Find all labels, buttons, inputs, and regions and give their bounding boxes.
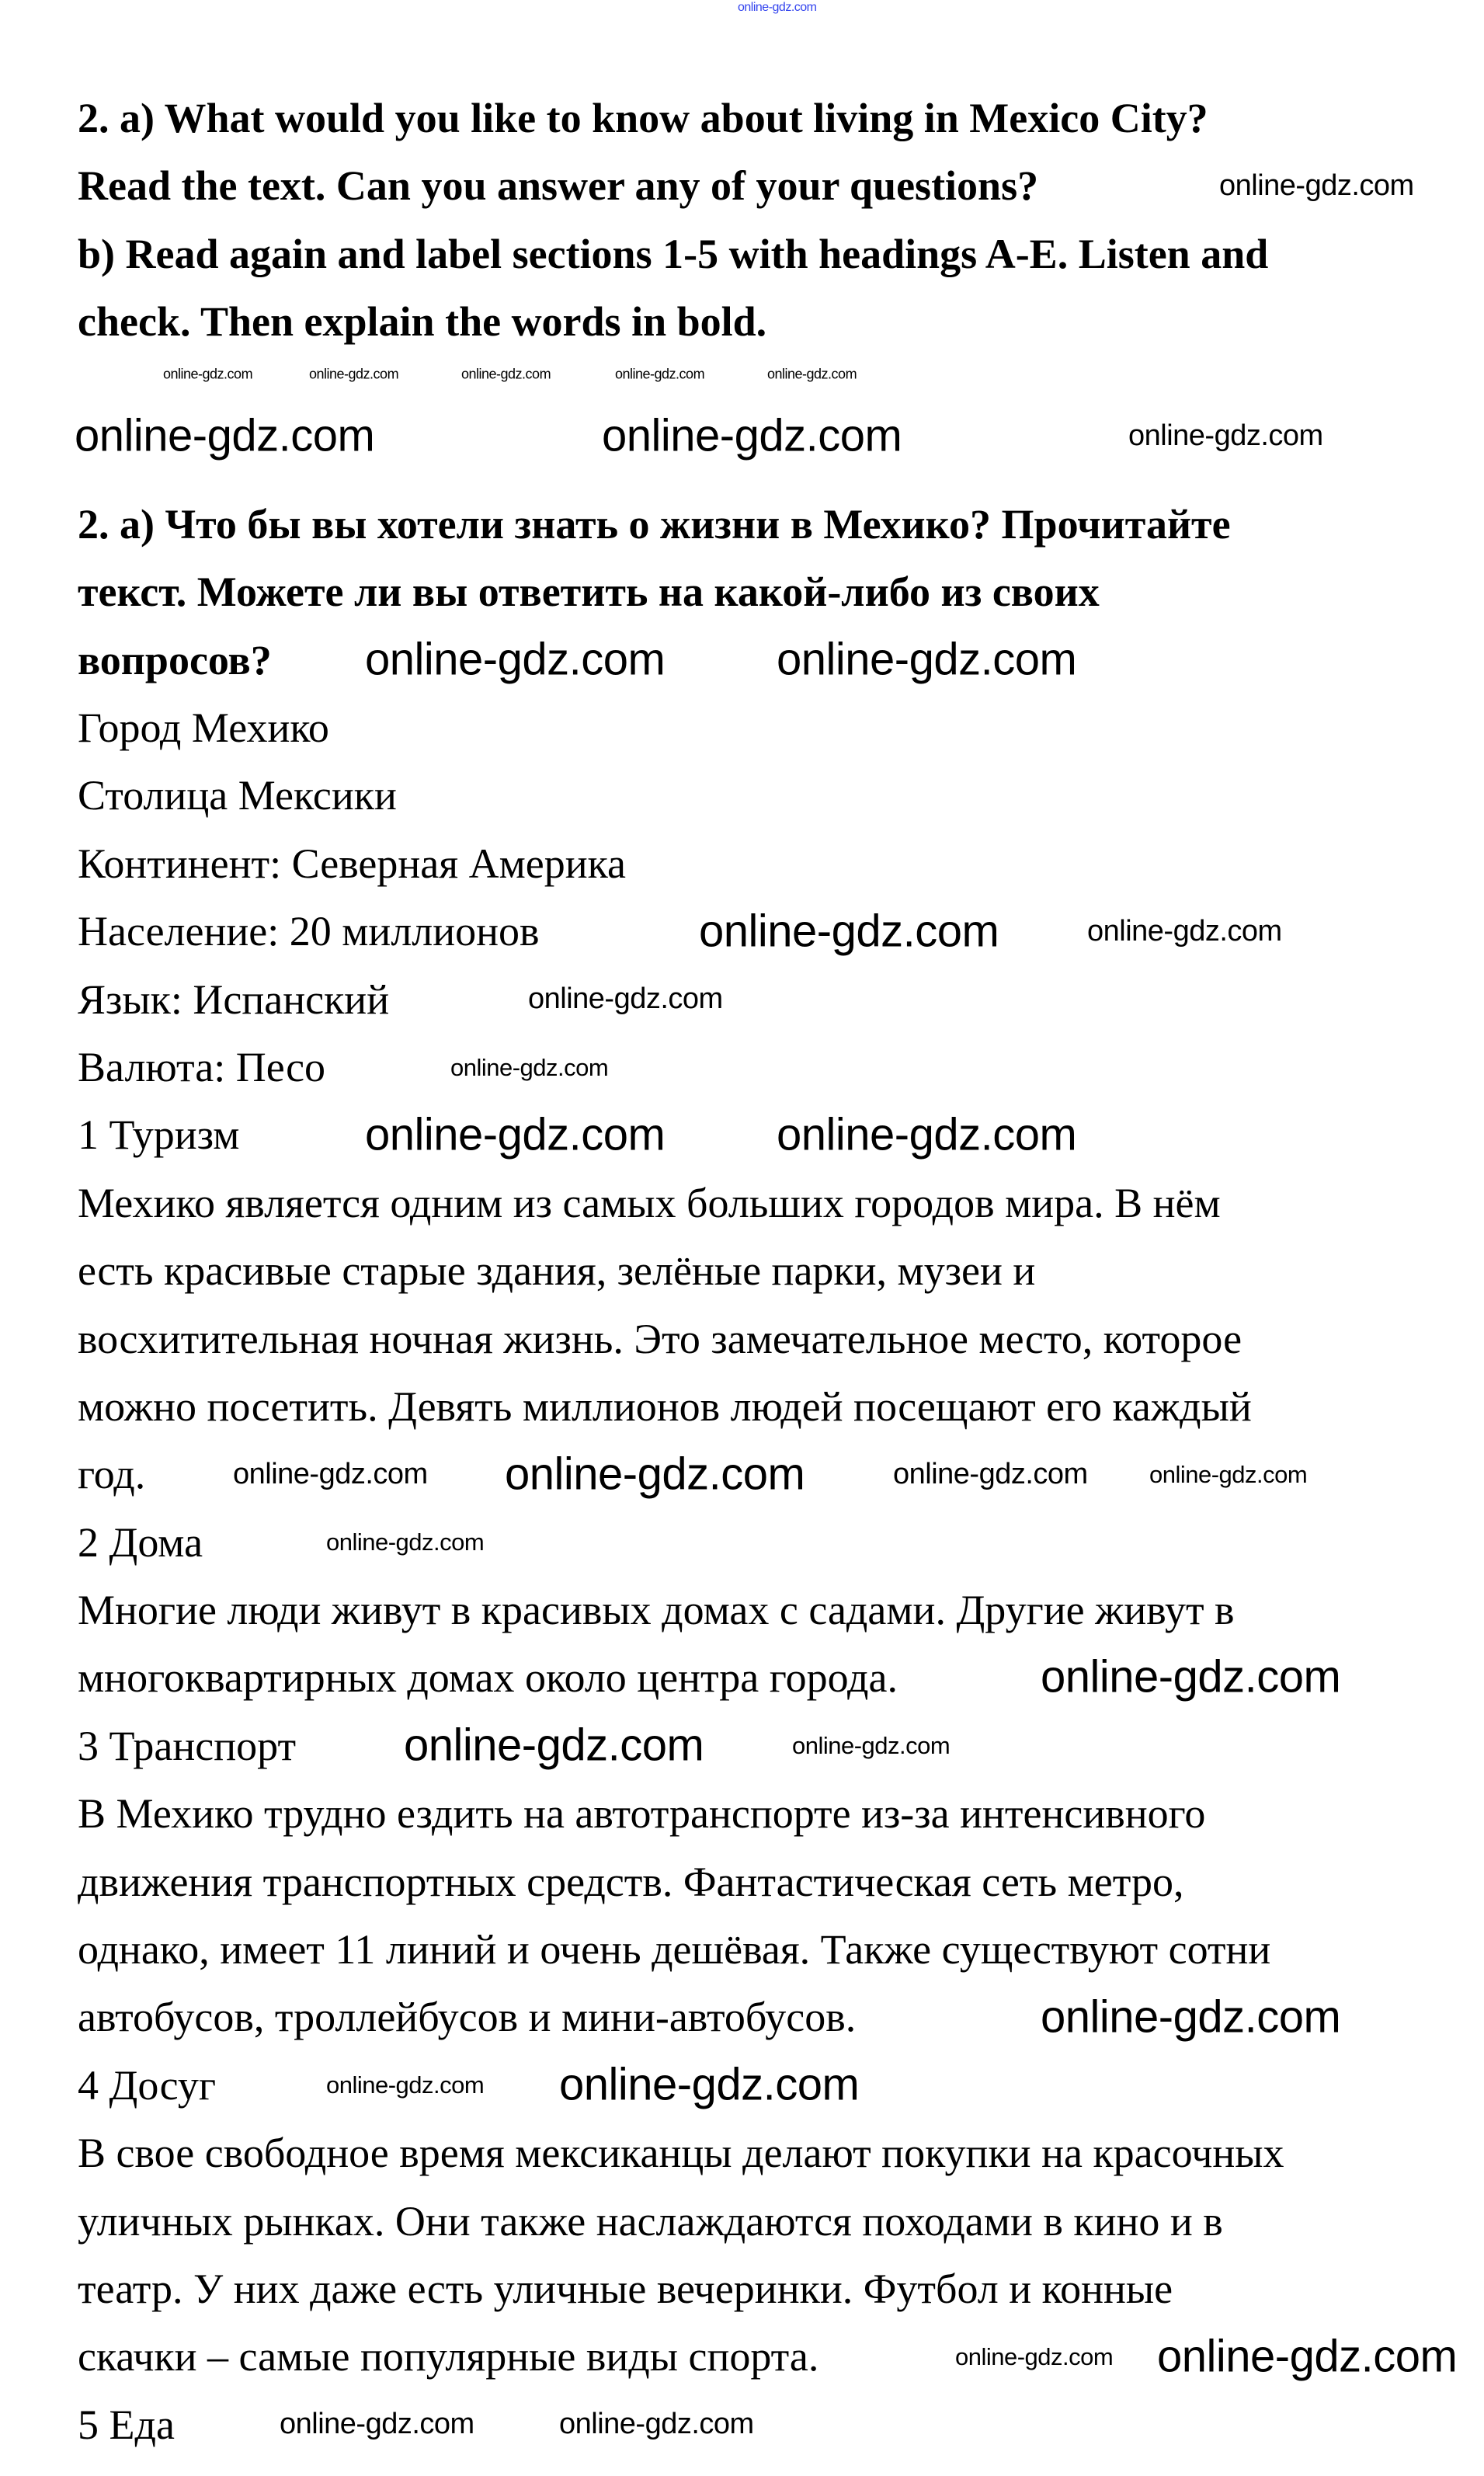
text-line: Мехико является одним из самых больших городов мира. В нём — [78, 1179, 1221, 1226]
watermark: online-gdz.com — [365, 1109, 666, 1160]
text-line: Континент: Северная Америка — [78, 840, 627, 887]
text-line: Валюта: Песо — [78, 1043, 326, 1090]
text-line: В свое свободное время мексиканцы делают покупки на красочных — [78, 2130, 1284, 2177]
watermark: online-gdz.com — [777, 1109, 1077, 1160]
watermark: online-gdz.com — [777, 634, 1077, 685]
watermark: online-gdz.com — [309, 366, 399, 382]
text-line: Население: 20 миллионов — [78, 908, 540, 955]
text-line: автобусов, троллейбусов и мини-автобусов. — [78, 1994, 857, 2041]
text-line: уличных рынках. Они также наслаждаются походами в кино и в — [78, 2197, 1223, 2245]
text-line: можно посетить. Девять миллионов людей посещают его каждый — [78, 1382, 1252, 1430]
text-line: Многие люди живут в красивых домах с садами. Другие живут в — [78, 1587, 1235, 1634]
watermark: online-gdz.com — [893, 1458, 1088, 1491]
watermark: online-gdz.com — [404, 1720, 704, 1771]
watermark: online-gdz.com — [1219, 169, 1414, 203]
watermark: online-gdz.com — [1041, 1991, 1341, 2043]
text-line: 1 Туризм — [78, 1111, 240, 1159]
text-line: есть красивые старые здания, зелёные парки, музеи и — [78, 1247, 1036, 1295]
watermark: online-gdz.com — [738, 0, 817, 14]
task-line: check. Then explain the words in bold. — [78, 298, 767, 346]
text-line: 2 Дома — [78, 1518, 203, 1566]
text-line: год. — [78, 1451, 146, 1498]
watermark: online-gdz.com — [326, 1528, 485, 1556]
watermark: online-gdz.com — [365, 634, 666, 685]
watermark: online-gdz.com — [163, 366, 253, 382]
text-line: театр. У них даже есть уличные вечеринки. Футбол и конные — [78, 2265, 1173, 2312]
watermark: online-gdz.com — [233, 1458, 428, 1491]
translation-text — [78, 694, 1284, 2459]
text-line: 5 Еда — [78, 2401, 175, 2448]
text-line: движения транспортных средств. Фантастическая сеть метро, — [78, 1858, 1184, 1905]
task-line: 2. a) What would you like to know about living in Mexico City? — [78, 95, 1208, 141]
watermark: online-gdz.com — [1087, 915, 1282, 948]
task-line: 2. a) Что бы вы хотели знать о жизни в Мехико? Прочитайте — [78, 501, 1231, 548]
task-line: вопросов? — [78, 636, 272, 683]
watermark: online-gdz.com — [75, 410, 375, 461]
watermark: online-gdz.com — [450, 1054, 609, 1082]
watermark: online-gdz.com — [559, 2059, 860, 2110]
watermark: online-gdz.com — [326, 2071, 485, 2099]
watermark: online-gdz.com — [505, 1448, 805, 1500]
watermark: online-gdz.com — [1157, 2331, 1458, 2382]
watermark: online-gdz.com — [1149, 1461, 1308, 1489]
text-line: 4 Досуг — [78, 2061, 217, 2109]
text-line: скачки – самые популярные виды спорта. — [78, 2333, 819, 2380]
text-line: Язык: Испанский — [78, 975, 390, 1023]
watermark: online-gdz.com — [615, 366, 705, 382]
text-line: 3 Транспорт — [78, 1722, 297, 1769]
watermark: online-gdz.com — [280, 2408, 474, 2441]
watermark: online-gdz.com — [699, 906, 999, 957]
text-line: Столица Мексики — [78, 772, 397, 819]
text-line: Город Мехико — [78, 704, 329, 751]
watermark: online-gdz.com — [461, 366, 551, 382]
english-task — [78, 85, 1268, 356]
text-line: многоквартирных домах около центра города. — [78, 1654, 898, 1702]
text-line: восхитительная ночная жизнь. Это замечательное место, которое — [78, 1315, 1242, 1362]
text-line: В Мехико трудно ездить на автотранспорте из-за интенсивного — [78, 1790, 1206, 1838]
task-line: Read the text. Can you answer any of your questions? — [78, 162, 1039, 210]
task-line: b) Read again and label sections 1-5 with headings A-E. Listen and — [78, 230, 1269, 277]
watermark: online-gdz.com — [559, 2408, 754, 2441]
watermark: online-gdz.com — [1128, 419, 1323, 453]
watermark: online-gdz.com — [528, 982, 723, 1016]
text-line: однако, имеет 11 линий и очень дешёвая. Также существуют сотни — [78, 1926, 1271, 1973]
watermark: online-gdz.com — [955, 2343, 1114, 2371]
watermark: online-gdz.com — [767, 366, 857, 382]
task-line: текст. Можете ли вы ответить на какой-либо из своих — [78, 569, 1100, 616]
watermark: online-gdz.com — [1041, 1651, 1341, 1702]
watermark: online-gdz.com — [602, 410, 902, 461]
watermark: online-gdz.com — [792, 1732, 951, 1760]
